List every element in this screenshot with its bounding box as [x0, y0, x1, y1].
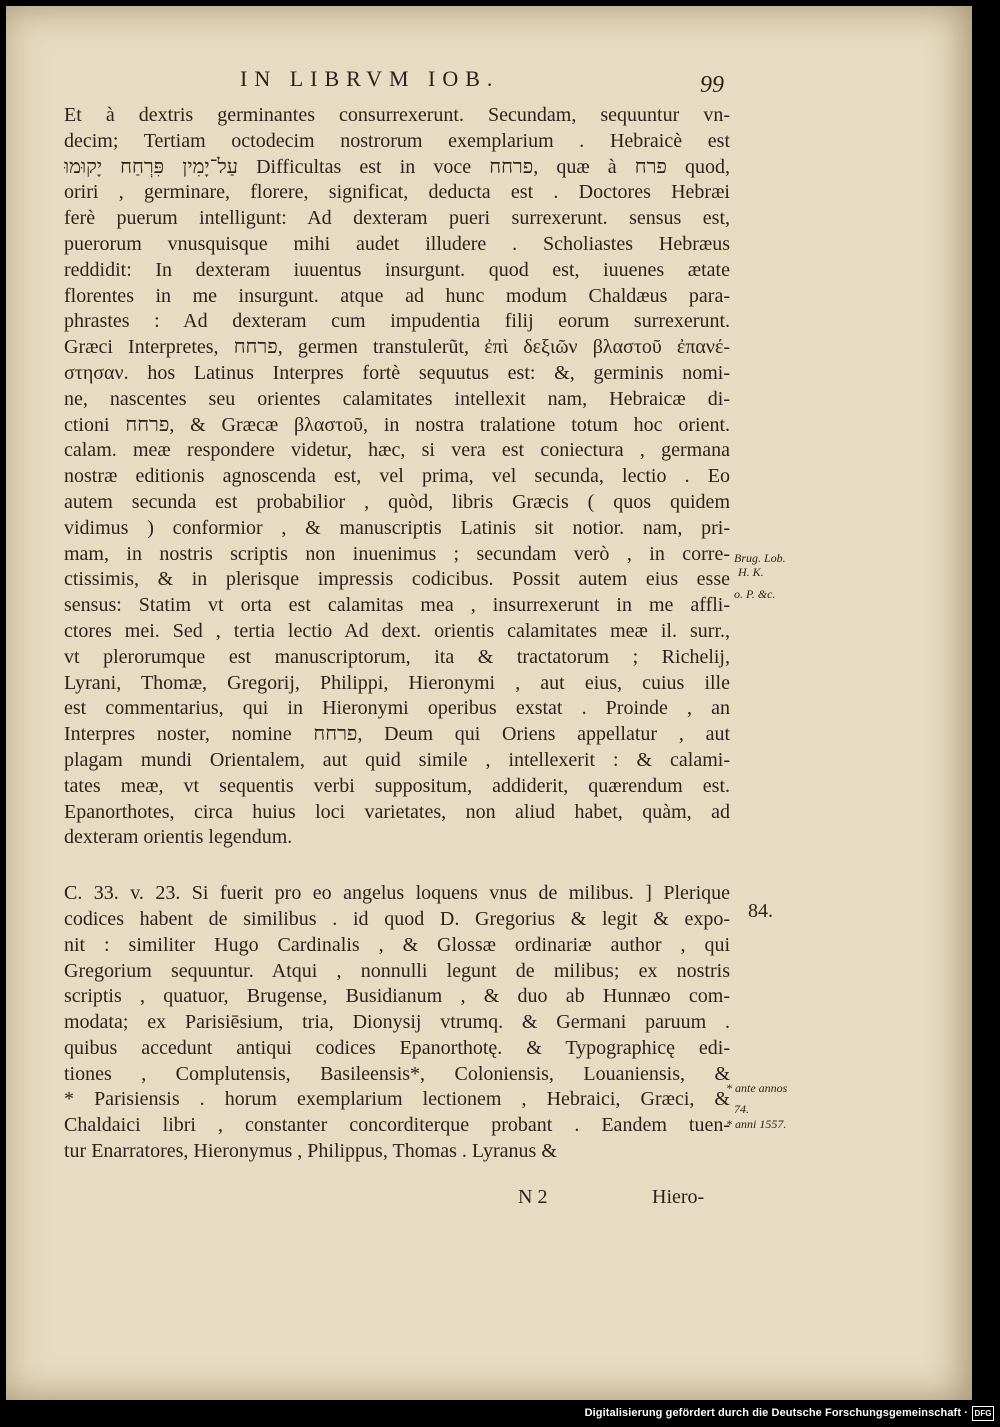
- digitization-credit: Digitalisierung gefördert durch die Deutsche Forschungsgemeinschaft ·: [584, 1407, 968, 1419]
- marginal-paragraph-number: 84.: [748, 900, 773, 922]
- text-line: ne, nascentes seu orientes calamitates intellexit nam, Hebraicæ di-: [64, 387, 730, 410]
- text-line: phrastes : Ad dexteram cum impudentia filij eorum surrexerunt.: [64, 310, 730, 333]
- text-line: est commentarius, qui in Hieronymi operibus exstat . Proinde , an: [64, 697, 730, 720]
- text-line: ferè puerum intelligunt: Ad dexteram pueri surrexerunt. sensus est,: [64, 207, 730, 230]
- text-line: dexteram orientis legendum.: [64, 826, 293, 849]
- margin-sigla-line-1: Brug. Lob.: [734, 551, 786, 565]
- text-line: Epanorthotes, circa huius loci varietates, non aliud habet, quàm, ad: [64, 800, 730, 823]
- dfg-logo-icon: DFG: [972, 1406, 994, 1421]
- signature-mark: N 2: [518, 1186, 548, 1208]
- margin-sigla-line-2: H. K.: [738, 565, 764, 579]
- margin-sigla-line-3: o. P. &c.: [734, 587, 776, 601]
- text-line: modata; ex Parisiēsium, tria, Dionysij vtrumq. & Germani paruum .: [64, 1011, 730, 1034]
- text-line: oriri , germinare, florere, significat, deducta est . Doctores Hebræi: [64, 181, 730, 204]
- text-line: scriptis , quatuor, Brugense, Busidianum , & duo ab Hunnæo com-: [64, 985, 730, 1008]
- text-line: vt plerorumque est manuscriptorum, ita & tractatorum ; Richelij,: [64, 645, 730, 668]
- text-line: puerorum vnusquisque mihi audet illudere . Scholiastes Hebræus: [64, 232, 730, 255]
- text-line: Et à dextris germinantes consurrexerunt. Secundam, sequuntur vn-: [64, 104, 730, 126]
- text-line: στησαν. hos Latinus Interpres fortè sequutus est: &, germinis nomi-: [64, 361, 730, 384]
- text-line: reddidit: In dexteram iuuentus insurgunt. quod est, iuuenes ætate: [64, 258, 730, 281]
- text-line: ctores mei. Sed , tertia lectio Ad dext. orientis calamitates meæ il. surr.,: [64, 619, 730, 642]
- text-line: mam, in nostris scriptis non inuenimus ; secundam verò , in corre-: [64, 542, 730, 565]
- body-text: [64, 103, 730, 1165]
- running-head: IN LIBRVM IOB.: [240, 66, 500, 91]
- paragraph-gap: [64, 851, 730, 881]
- paragraph-1: [64, 103, 730, 851]
- text-line: decim; Tertiam octodecim nostrorum exemplarium . Hebraicè est: [64, 129, 730, 152]
- text-line: tur Enarratores, Hieronymus , Philippus, Thomas . Lyranus &: [64, 1140, 557, 1163]
- text-line: C. 33. v. 23. Si fuerit pro eo angelus loquens vnus de milibus. ] Plerique: [64, 882, 730, 905]
- text-line: ctioni פרחח, & Græcæ βλαστοῦ, in nostra tralatione totum hoc orient.: [64, 413, 730, 436]
- text-line: florentes in me insurgunt. atque ad hunc modum Chaldæus para-: [64, 284, 730, 307]
- page-number: 99: [700, 72, 724, 98]
- text-line: * Parisiensis . horum exemplarium lectionem , Hebraici, Græci, &: [64, 1088, 730, 1111]
- text-line: Interpres noster, nomine פרחח, Deum qui Oriens appellatur , aut: [64, 723, 730, 746]
- text-line: nit : similiter Hugo Cardinalis , & Glossæ ordinariæ author , qui: [64, 933, 730, 956]
- text-line: Chaldaici libri , constanter concorditerque probant . Eandem tuen-: [64, 1114, 730, 1137]
- paragraph-2: [64, 881, 730, 1165]
- text-line: nostræ editionis agnoscenda est, vel prima, vel secunda, lectio . Eo: [64, 465, 730, 488]
- text-line: Gregorium sequuntur. Atqui , nonnulli legunt de milibus; ex nostris: [64, 959, 730, 982]
- text-line: sensus: Statim vt orta est calamitas mea , insurrexerunt in me affli-: [64, 594, 730, 617]
- text-line: Græci Interpretes, פרחח, germen transtulerũt, ἐπὶ δεξιῶν βλαστοῦ ἐπανέ-: [64, 336, 730, 359]
- text-line: tiones , Complutensis, Basileensis*, Coloniensis, Louaniensis, &: [64, 1062, 730, 1085]
- margin-note-74: 74.: [734, 1102, 749, 1116]
- text-line: codices habent de similibus . id quod D. Gregorius & legit & expo-: [64, 907, 730, 930]
- text-line: calam. meæ respondere videtur, hæc, si vera est coniectura , germana: [64, 439, 730, 462]
- text-line: plagam mundi Orientalem, aut quid simile , intellexerit : & calami-: [64, 748, 730, 771]
- text-line: עַל־יָמִין פִּרְחַח יָקוּמוּ Difficultas est in voce פרחח, quæ à פרח quod,: [64, 155, 730, 178]
- text-line: quibus accedunt antiqui codices Epanorthotę. & Typographicę edi-: [64, 1036, 730, 1059]
- text-line: vidimus ) conformior , & manuscriptis Latinis sit notior. nam, pri-: [64, 516, 730, 539]
- text-line: ctissimis, & in plerisque impressis codicibus. Possit autem eius esse: [64, 568, 730, 591]
- text-line: tates meæ, vt sequentis verbi suppositum, addiderit, quærendum est.: [64, 774, 730, 797]
- text-line: autem secunda est probabilior , quòd, libris Græcis ( quos quidem: [64, 490, 730, 513]
- text-line: Lyrani, Thomæ, Gregorij, Philippi, Hieronymi , aut eius, cuius ille: [64, 671, 730, 694]
- margin-note-anni: * anni 1557.: [726, 1117, 787, 1131]
- catchword: Hiero-: [652, 1186, 705, 1208]
- margin-note-ante-annos: * ante annos: [726, 1081, 788, 1095]
